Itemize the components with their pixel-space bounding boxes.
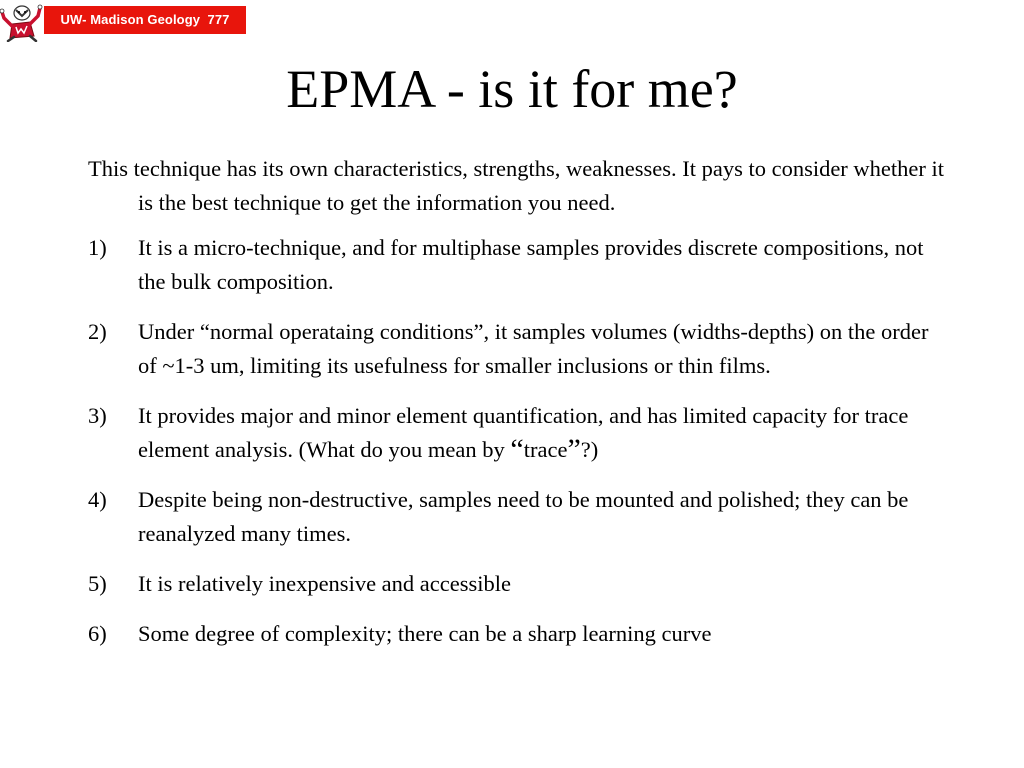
list-item xyxy=(88,617,948,651)
list-item-text-end: ?) xyxy=(580,437,599,462)
list-item xyxy=(88,399,948,467)
intro-paragraph: This technique has its own characteristics, strengths, weaknesses. It pays to consider whether it is the best technique to get the information you need. xyxy=(88,156,945,215)
list-item-text: Some degree of complexity; there can be a sharp learning curve xyxy=(138,621,712,646)
list-item-number: 1) xyxy=(88,235,107,260)
list-item-number: 6) xyxy=(88,621,107,646)
open-quote-mark: “ xyxy=(510,433,524,466)
slide-body xyxy=(88,152,948,667)
list-item xyxy=(88,315,948,383)
slide-title: EPMA - is it for me? xyxy=(286,59,738,119)
badger-mascot-icon xyxy=(0,0,44,42)
list-item-number: 4) xyxy=(88,487,107,512)
list-item-number: 2) xyxy=(88,319,107,344)
list-item-number: 5) xyxy=(88,571,107,596)
list-item-text: It is relatively inexpensive and accessible xyxy=(138,571,511,596)
close-quote-mark: ” xyxy=(567,433,581,466)
list-item-text xyxy=(138,403,909,466)
list-item xyxy=(88,231,948,299)
course-badge: UW- Madison Geology 777 xyxy=(44,6,246,34)
list-item-text: It is a micro-technique, and for multiphase samples provides discrete compositions, not the bulk composition. xyxy=(138,235,924,294)
quoted-word: trace xyxy=(523,437,568,462)
list-item-text-start: It provides major and minor element quantification, and has limited capacity for trace element analysis. (What do you mean by xyxy=(138,403,909,462)
list-item-text: Under “normal operataing conditions”, it samples volumes (widths-depths) on the order of ~1-3 um, limiting its usefulness for smaller inclusions or thin films. xyxy=(138,319,929,378)
list-item xyxy=(88,483,948,551)
list-item-number: 3) xyxy=(88,403,107,428)
list-item-text: Despite being non-destructive, samples need to be mounted and polished; they can be reanalyzed many times. xyxy=(138,487,909,546)
list-item xyxy=(88,567,948,601)
